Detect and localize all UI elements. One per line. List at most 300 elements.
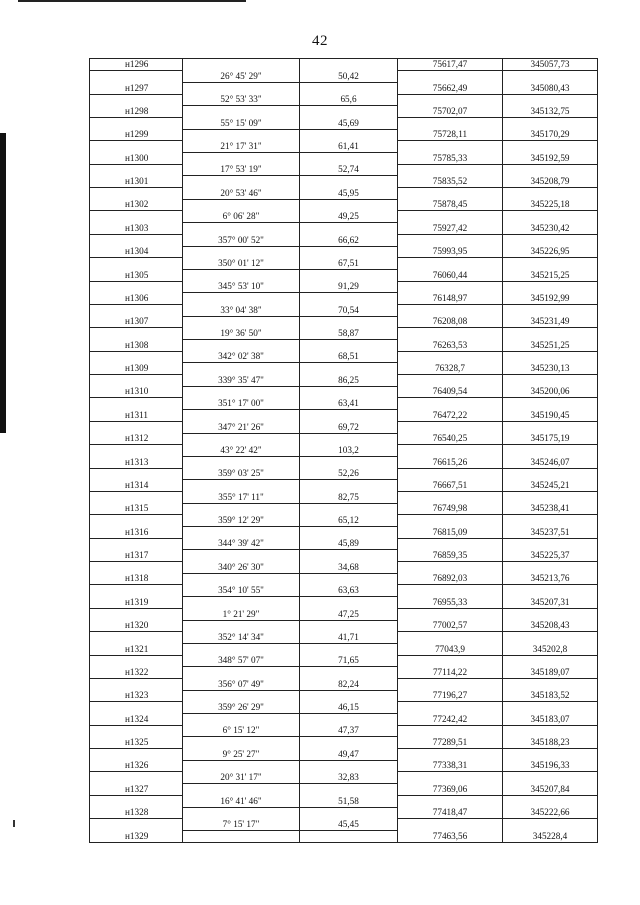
direction-angle-cell — [183, 737, 300, 749]
direction-angle-cell: 344° 39' 42" — [183, 538, 300, 550]
segment-row — [90, 678, 598, 690]
distance-cell: 58,87 — [300, 328, 398, 340]
distance-cell: 86,25 — [300, 375, 398, 387]
y-coordinate-cell — [503, 585, 598, 597]
y-coordinate-cell — [503, 491, 598, 503]
distance-cell: 52,26 — [300, 468, 398, 480]
distance-cell — [300, 59, 398, 71]
segment-row — [90, 328, 598, 340]
distance-cell — [300, 480, 398, 492]
x-coordinate-cell: 76409,54 — [398, 386, 503, 398]
distance-cell — [300, 129, 398, 141]
y-coordinate-cell: 345207,84 — [503, 784, 598, 796]
segment-row — [90, 655, 598, 667]
x-coordinate-cell: 76615,26 — [398, 456, 503, 468]
distance-cell — [300, 550, 398, 562]
point-number-cell: н1304 — [90, 246, 183, 258]
distance-cell: 66,62 — [300, 234, 398, 246]
x-coordinate-cell: 76955,33 — [398, 597, 503, 609]
direction-angle-cell: 26° 45' 29" — [183, 71, 300, 83]
x-coordinate-cell — [398, 94, 503, 106]
point-row — [90, 129, 598, 141]
direction-angle-cell: 359° 26' 29" — [183, 702, 300, 714]
direction-angle-cell: 1° 21' 29" — [183, 608, 300, 620]
point-number-cell — [90, 258, 183, 270]
point-row — [90, 433, 598, 445]
point-number-cell — [90, 188, 183, 200]
segment-row — [90, 211, 598, 223]
point-number-cell — [90, 351, 183, 363]
point-row — [90, 597, 598, 609]
y-coordinate-cell: 345225,18 — [503, 199, 598, 211]
distance-cell — [300, 643, 398, 655]
point-number-cell: н1329 — [90, 830, 183, 842]
point-row — [90, 620, 598, 632]
point-number-cell — [90, 141, 183, 153]
distance-cell: 45,89 — [300, 538, 398, 550]
x-coordinate-cell: 75617,47 — [398, 59, 503, 71]
distance-cell: 65,6 — [300, 94, 398, 106]
y-coordinate-cell: 345237,51 — [503, 527, 598, 539]
y-coordinate-cell — [503, 819, 598, 831]
direction-angle-cell: 354° 10' 55" — [183, 585, 300, 597]
direction-angle-cell — [183, 456, 300, 468]
point-number-cell — [90, 632, 183, 644]
direction-angle-cell: 342° 02' 38" — [183, 351, 300, 363]
point-number-cell: н1302 — [90, 199, 183, 211]
distance-cell: 46,15 — [300, 702, 398, 714]
x-coordinate-cell — [398, 188, 503, 200]
distance-cell — [300, 293, 398, 305]
y-coordinate-cell — [503, 281, 598, 293]
x-coordinate-cell: 76148,97 — [398, 293, 503, 305]
distance-cell — [300, 410, 398, 422]
y-coordinate-cell: 345200,06 — [503, 386, 598, 398]
distance-cell — [300, 82, 398, 94]
point-row — [90, 737, 598, 749]
x-coordinate-cell: 75702,07 — [398, 106, 503, 118]
segment-row — [90, 515, 598, 527]
segment-row — [90, 164, 598, 176]
point-number-cell — [90, 702, 183, 714]
distance-cell: 61,41 — [300, 141, 398, 153]
point-number-cell — [90, 468, 183, 480]
y-coordinate-cell: 345057,73 — [503, 59, 598, 71]
distance-cell — [300, 456, 398, 468]
direction-angle-cell — [183, 690, 300, 702]
point-number-cell: н1296 — [90, 59, 183, 71]
distance-cell: 65,12 — [300, 515, 398, 527]
point-row — [90, 573, 598, 585]
point-number-cell — [90, 772, 183, 784]
point-number-cell — [90, 515, 183, 527]
x-coordinate-cell: 77114,22 — [398, 667, 503, 679]
x-coordinate-cell: 76263,53 — [398, 340, 503, 352]
segment-row — [90, 562, 598, 574]
distance-cell: 50,42 — [300, 71, 398, 83]
point-number-cell: н1326 — [90, 760, 183, 772]
point-number-cell — [90, 562, 183, 574]
distance-cell: 51,58 — [300, 795, 398, 807]
x-coordinate-cell: 76892,03 — [398, 573, 503, 585]
point-number-cell: н1305 — [90, 269, 183, 281]
point-row — [90, 106, 598, 118]
y-coordinate-cell — [503, 445, 598, 457]
y-coordinate-cell: 345238,41 — [503, 503, 598, 515]
y-coordinate-cell: 345196,33 — [503, 760, 598, 772]
direction-angle-cell: 350° 01' 12" — [183, 258, 300, 270]
distance-cell — [300, 690, 398, 702]
point-row — [90, 340, 598, 352]
segment-row — [90, 398, 598, 410]
direction-angle-cell: 357° 00' 52" — [183, 234, 300, 246]
x-coordinate-cell — [398, 398, 503, 410]
direction-angle-cell: 348° 57' 07" — [183, 655, 300, 667]
direction-angle-cell — [183, 480, 300, 492]
x-coordinate-cell: 75728,11 — [398, 129, 503, 141]
distance-cell — [300, 714, 398, 726]
direction-angle-cell — [183, 363, 300, 375]
x-coordinate-cell: 76472,22 — [398, 410, 503, 422]
direction-angle-cell — [183, 620, 300, 632]
y-coordinate-cell: 345251,25 — [503, 340, 598, 352]
x-coordinate-cell — [398, 491, 503, 503]
distance-cell: 45,45 — [300, 819, 398, 831]
y-coordinate-cell — [503, 94, 598, 106]
distance-cell: 47,25 — [300, 608, 398, 620]
segment-row — [90, 421, 598, 433]
segment-row — [90, 445, 598, 457]
y-coordinate-cell — [503, 211, 598, 223]
point-number-cell: н1307 — [90, 316, 183, 328]
distance-cell — [300, 386, 398, 398]
distance-cell — [300, 269, 398, 281]
segment-row — [90, 188, 598, 200]
x-coordinate-cell — [398, 234, 503, 246]
point-row — [90, 760, 598, 772]
y-coordinate-cell: 345080,43 — [503, 82, 598, 94]
y-coordinate-cell: 345228,4 — [503, 830, 598, 842]
distance-cell: 34,68 — [300, 562, 398, 574]
y-coordinate-cell: 345230,42 — [503, 223, 598, 235]
y-coordinate-cell — [503, 71, 598, 83]
coordinates-table — [89, 58, 598, 843]
distance-cell: 32,83 — [300, 772, 398, 784]
point-number-cell: н1306 — [90, 293, 183, 305]
y-coordinate-cell: 345190,45 — [503, 410, 598, 422]
segment-row — [90, 795, 598, 807]
point-number-cell: н1314 — [90, 480, 183, 492]
direction-angle-cell: 33° 04' 38" — [183, 304, 300, 316]
point-number-cell: н1320 — [90, 620, 183, 632]
y-coordinate-cell: 345207,31 — [503, 597, 598, 609]
distance-cell: 52,74 — [300, 164, 398, 176]
x-coordinate-cell — [398, 515, 503, 527]
distance-cell: 67,51 — [300, 258, 398, 270]
distance-cell: 82,24 — [300, 678, 398, 690]
scan-edge-tick — [13, 820, 15, 827]
point-number-cell: н1328 — [90, 807, 183, 819]
direction-angle-cell — [183, 830, 300, 842]
x-coordinate-cell: 75993,95 — [398, 246, 503, 258]
point-number-cell: н1301 — [90, 176, 183, 188]
segment-row — [90, 468, 598, 480]
point-number-cell — [90, 491, 183, 503]
direction-angle-cell: 20° 53' 46" — [183, 188, 300, 200]
direction-angle-cell: 6° 15' 12" — [183, 725, 300, 737]
point-row — [90, 690, 598, 702]
x-coordinate-cell — [398, 819, 503, 831]
point-row — [90, 176, 598, 188]
point-number-cell — [90, 94, 183, 106]
direction-angle-cell: 352° 14' 34" — [183, 632, 300, 644]
distance-cell — [300, 597, 398, 609]
x-coordinate-cell: 76540,25 — [398, 433, 503, 445]
y-coordinate-cell: 345175,19 — [503, 433, 598, 445]
point-number-cell — [90, 819, 183, 831]
point-row — [90, 480, 598, 492]
point-number-cell: н1321 — [90, 643, 183, 655]
point-number-cell — [90, 655, 183, 667]
point-number-cell — [90, 281, 183, 293]
y-coordinate-cell: 345230,13 — [503, 363, 598, 375]
point-row — [90, 293, 598, 305]
x-coordinate-cell: 77369,06 — [398, 784, 503, 796]
y-coordinate-cell — [503, 188, 598, 200]
y-coordinate-cell — [503, 141, 598, 153]
y-coordinate-cell — [503, 749, 598, 761]
direction-angle-cell — [183, 129, 300, 141]
segment-row — [90, 491, 598, 503]
point-number-cell: н1309 — [90, 363, 183, 375]
point-number-cell — [90, 538, 183, 550]
direction-angle-cell: 356° 07' 49" — [183, 678, 300, 690]
x-coordinate-cell: 77196,27 — [398, 690, 503, 702]
point-number-cell — [90, 795, 183, 807]
x-coordinate-cell: 76208,08 — [398, 316, 503, 328]
point-number-cell — [90, 398, 183, 410]
point-number-cell: н1325 — [90, 737, 183, 749]
x-coordinate-cell: 77289,51 — [398, 737, 503, 749]
x-coordinate-cell: 75662,49 — [398, 82, 503, 94]
segment-row — [90, 304, 598, 316]
direction-angle-cell: 43° 22' 42" — [183, 445, 300, 457]
direction-angle-cell: 17° 53' 19" — [183, 164, 300, 176]
direction-angle-cell: 347° 21' 26" — [183, 421, 300, 433]
point-number-cell: н1312 — [90, 433, 183, 445]
point-row — [90, 807, 598, 819]
direction-angle-cell: 345° 53' 10" — [183, 281, 300, 293]
point-number-cell — [90, 678, 183, 690]
x-coordinate-cell — [398, 772, 503, 784]
distance-cell: 69,72 — [300, 421, 398, 433]
segment-row — [90, 702, 598, 714]
segment-row — [90, 819, 598, 831]
direction-angle-cell — [183, 643, 300, 655]
direction-angle-cell — [183, 269, 300, 281]
x-coordinate-cell: 76749,98 — [398, 503, 503, 515]
point-number-cell: н1308 — [90, 340, 183, 352]
point-row — [90, 643, 598, 655]
distance-cell — [300, 246, 398, 258]
distance-cell: 45,95 — [300, 188, 398, 200]
direction-angle-cell — [183, 246, 300, 258]
y-coordinate-cell — [503, 328, 598, 340]
distance-cell — [300, 153, 398, 165]
x-coordinate-cell: 77002,57 — [398, 620, 503, 632]
distance-cell — [300, 527, 398, 539]
x-coordinate-cell — [398, 678, 503, 690]
y-coordinate-cell — [503, 795, 598, 807]
point-number-cell: н1318 — [90, 573, 183, 585]
point-number-cell: н1317 — [90, 550, 183, 562]
x-coordinate-cell — [398, 562, 503, 574]
x-coordinate-cell: 75878,45 — [398, 199, 503, 211]
x-coordinate-cell: 77463,56 — [398, 830, 503, 842]
coordinates-table-body — [90, 59, 598, 843]
point-number-cell: н1313 — [90, 456, 183, 468]
direction-angle-cell: 20° 31' 17" — [183, 772, 300, 784]
distance-cell: 41,71 — [300, 632, 398, 644]
point-row — [90, 410, 598, 422]
y-coordinate-cell: 345202,8 — [503, 643, 598, 655]
x-coordinate-cell — [398, 468, 503, 480]
scan-edge-mark — [0, 133, 6, 433]
x-coordinate-cell: 75835,52 — [398, 176, 503, 188]
point-number-cell — [90, 164, 183, 176]
x-coordinate-cell — [398, 281, 503, 293]
direction-angle-cell — [183, 316, 300, 328]
distance-cell — [300, 573, 398, 585]
direction-angle-cell — [183, 176, 300, 188]
distance-cell — [300, 340, 398, 352]
point-number-cell — [90, 328, 183, 340]
segment-row — [90, 772, 598, 784]
distance-cell — [300, 199, 398, 211]
segment-row — [90, 258, 598, 270]
y-coordinate-cell: 345245,21 — [503, 480, 598, 492]
distance-cell: 91,29 — [300, 281, 398, 293]
point-number-cell: н1310 — [90, 386, 183, 398]
point-number-cell: н1311 — [90, 410, 183, 422]
point-number-cell — [90, 375, 183, 387]
y-coordinate-cell: 345170,29 — [503, 129, 598, 141]
x-coordinate-cell: 76328,7 — [398, 363, 503, 375]
direction-angle-cell — [183, 82, 300, 94]
point-number-cell — [90, 749, 183, 761]
direction-angle-cell — [183, 223, 300, 235]
y-coordinate-cell — [503, 258, 598, 270]
direction-angle-cell: 351° 17' 00" — [183, 398, 300, 410]
direction-angle-cell — [183, 59, 300, 71]
x-coordinate-cell — [398, 211, 503, 223]
point-row — [90, 199, 598, 211]
direction-angle-cell — [183, 386, 300, 398]
x-coordinate-cell — [398, 141, 503, 153]
point-number-cell: н1300 — [90, 153, 183, 165]
direction-angle-cell — [183, 503, 300, 515]
direction-angle-cell: 355° 17' 11" — [183, 491, 300, 503]
direction-angle-cell: 21° 17' 31" — [183, 141, 300, 153]
x-coordinate-cell — [398, 538, 503, 550]
direction-angle-cell — [183, 527, 300, 539]
y-coordinate-cell — [503, 562, 598, 574]
direction-angle-cell: 19° 36' 50" — [183, 328, 300, 340]
distance-cell: 47,37 — [300, 725, 398, 737]
distance-cell — [300, 620, 398, 632]
distance-cell — [300, 667, 398, 679]
point-row — [90, 527, 598, 539]
top-rule — [18, 0, 246, 2]
x-coordinate-cell — [398, 71, 503, 83]
segment-row — [90, 94, 598, 106]
y-coordinate-cell — [503, 725, 598, 737]
distance-cell: 70,54 — [300, 304, 398, 316]
point-number-cell: н1324 — [90, 714, 183, 726]
direction-angle-cell: 55° 15' 09" — [183, 117, 300, 129]
y-coordinate-cell: 345231,49 — [503, 316, 598, 328]
distance-cell: 68,51 — [300, 351, 398, 363]
segment-row — [90, 141, 598, 153]
point-number-cell — [90, 117, 183, 129]
point-row — [90, 246, 598, 258]
y-coordinate-cell: 345213,76 — [503, 573, 598, 585]
y-coordinate-cell — [503, 702, 598, 714]
y-coordinate-cell: 345222,66 — [503, 807, 598, 819]
point-number-cell: н1298 — [90, 106, 183, 118]
point-row — [90, 59, 598, 71]
x-coordinate-cell — [398, 608, 503, 620]
page-number: 42 — [312, 33, 328, 49]
x-coordinate-cell: 75927,42 — [398, 223, 503, 235]
distance-cell — [300, 784, 398, 796]
y-coordinate-cell — [503, 398, 598, 410]
segment-row — [90, 351, 598, 363]
y-coordinate-cell — [503, 234, 598, 246]
point-number-cell — [90, 445, 183, 457]
point-row — [90, 153, 598, 165]
y-coordinate-cell — [503, 515, 598, 527]
direction-angle-cell — [183, 410, 300, 422]
point-number-cell: н1316 — [90, 527, 183, 539]
segment-row — [90, 281, 598, 293]
point-number-cell — [90, 585, 183, 597]
y-coordinate-cell — [503, 772, 598, 784]
point-row — [90, 714, 598, 726]
segment-row — [90, 234, 598, 246]
distance-cell: 49,25 — [300, 211, 398, 223]
distance-cell: 63,63 — [300, 585, 398, 597]
x-coordinate-cell — [398, 632, 503, 644]
direction-angle-cell: 339° 35' 47" — [183, 375, 300, 387]
y-coordinate-cell: 345246,07 — [503, 456, 598, 468]
y-coordinate-cell — [503, 117, 598, 129]
point-row — [90, 456, 598, 468]
x-coordinate-cell — [398, 164, 503, 176]
point-number-cell: н1297 — [90, 82, 183, 94]
x-coordinate-cell: 75785,33 — [398, 153, 503, 165]
direction-angle-cell: 340° 26' 30" — [183, 562, 300, 574]
direction-angle-cell — [183, 760, 300, 772]
distance-cell: 103,2 — [300, 445, 398, 457]
x-coordinate-cell — [398, 421, 503, 433]
distance-cell — [300, 176, 398, 188]
segment-row — [90, 71, 598, 83]
y-coordinate-cell: 345183,52 — [503, 690, 598, 702]
distance-cell: 49,47 — [300, 749, 398, 761]
direction-angle-cell: 359° 12' 29" — [183, 515, 300, 527]
point-row — [90, 386, 598, 398]
